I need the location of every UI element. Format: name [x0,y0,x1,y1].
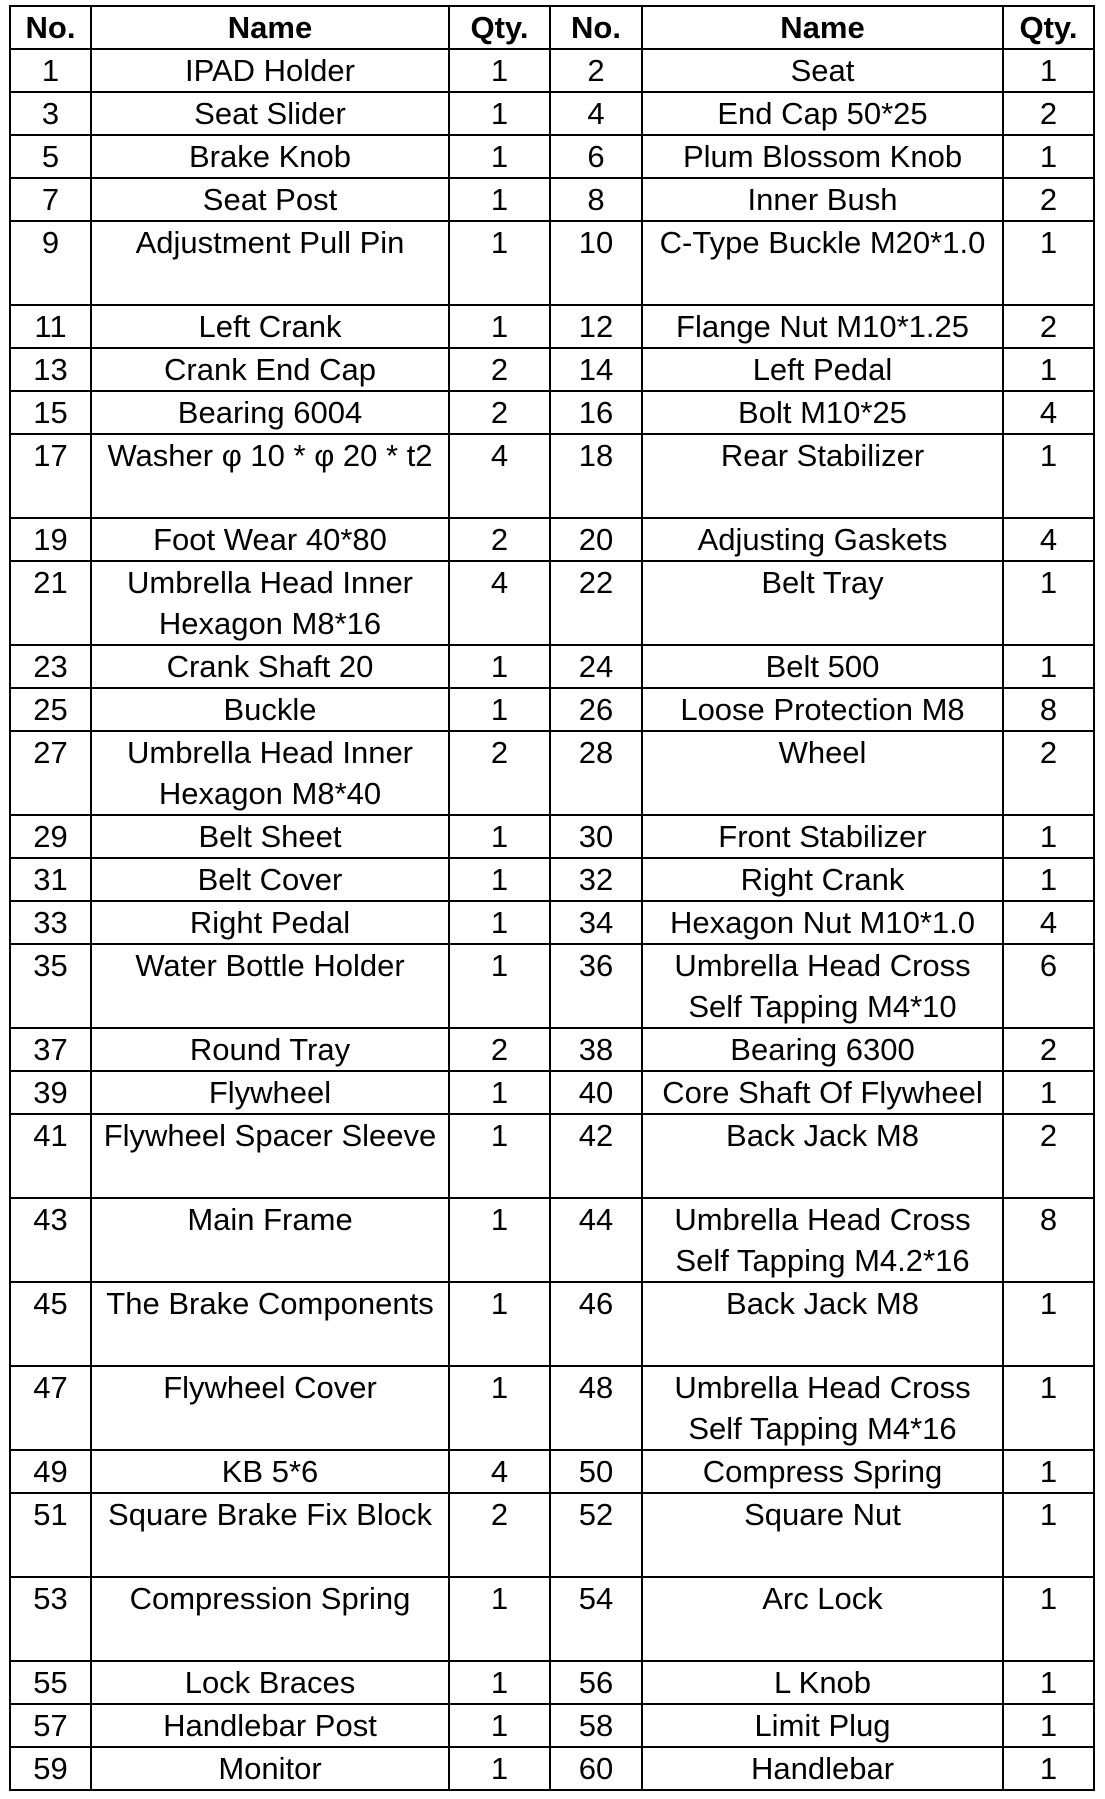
part-name: Square Nut [642,1493,1003,1577]
part-name: L Knob [642,1661,1003,1704]
part-quantity: 2 [449,1493,550,1577]
part-number: 50 [550,1450,642,1493]
part-name: Belt 500 [642,645,1003,688]
part-number: 44 [550,1198,642,1282]
part-name: Handlebar Post [91,1704,449,1747]
table-row [10,901,1094,944]
part-number: 11 [10,305,91,348]
part-number: 45 [10,1282,91,1366]
table-row [10,645,1094,688]
part-quantity: 1 [1003,561,1094,645]
part-name: Flywheel [91,1071,449,1114]
part-number: 23 [10,645,91,688]
part-name: Washer φ 10 * φ 20 * t2 [91,434,449,518]
part-name: Square Brake Fix Block [91,1493,449,1577]
part-name: Umbrella Head Cross Self Tapping M4*10 [642,944,1003,1028]
part-quantity: 1 [1003,1366,1094,1450]
part-name: Crank End Cap [91,348,449,391]
part-quantity: 1 [1003,1450,1094,1493]
part-quantity: 1 [1003,1661,1094,1704]
part-name: Back Jack M8 [642,1114,1003,1198]
part-quantity: 1 [449,221,550,305]
part-number: 8 [550,178,642,221]
part-name: Main Frame [91,1198,449,1282]
part-quantity: 4 [449,561,550,645]
part-quantity: 1 [449,1114,550,1198]
part-quantity: 1 [449,1071,550,1114]
part-quantity: 2 [1003,1114,1094,1198]
table-row [10,1366,1094,1450]
part-number: 14 [550,348,642,391]
header-name-right: Name [642,6,1003,49]
part-number: 3 [10,92,91,135]
part-quantity: 1 [1003,348,1094,391]
part-quantity: 2 [449,1028,550,1071]
part-quantity: 4 [1003,391,1094,434]
part-number: 17 [10,434,91,518]
part-number: 20 [550,518,642,561]
part-name: Back Jack M8 [642,1282,1003,1366]
part-number: 38 [550,1028,642,1071]
part-number: 35 [10,944,91,1028]
part-number: 49 [10,1450,91,1493]
part-quantity: 2 [449,348,550,391]
part-quantity: 1 [449,49,550,92]
part-number: 54 [550,1577,642,1661]
table-row [10,1114,1094,1198]
part-name: Seat Slider [91,92,449,135]
part-number: 34 [550,901,642,944]
part-name: Bearing 6004 [91,391,449,434]
part-quantity: 1 [449,178,550,221]
part-quantity: 1 [1003,135,1094,178]
part-name: Compress Spring [642,1450,1003,1493]
part-name: Inner Bush [642,178,1003,221]
table-row [10,434,1094,518]
part-number: 7 [10,178,91,221]
table-row [10,1661,1094,1704]
part-number: 42 [550,1114,642,1198]
part-quantity: 2 [1003,305,1094,348]
table-row [10,731,1094,815]
part-name: Belt Cover [91,858,449,901]
part-name: Umbrella Head Cross Self Tapping M4*16 [642,1366,1003,1450]
part-name: Seat [642,49,1003,92]
part-number: 16 [550,391,642,434]
part-name: Left Crank [91,305,449,348]
part-number: 6 [550,135,642,178]
table-row [10,944,1094,1028]
part-name: End Cap 50*25 [642,92,1003,135]
part-quantity: 1 [449,92,550,135]
table-row [10,1282,1094,1366]
part-number: 4 [550,92,642,135]
part-quantity: 1 [449,1577,550,1661]
table-row [10,858,1094,901]
part-name: Flywheel Cover [91,1366,449,1450]
table-row [10,1577,1094,1661]
header-name-left: Name [91,6,449,49]
part-number: 60 [550,1747,642,1790]
part-name: Wheel [642,731,1003,815]
part-number: 28 [550,731,642,815]
part-name: Plum Blossom Knob [642,135,1003,178]
part-name: Foot Wear 40*80 [91,518,449,561]
part-quantity: 8 [1003,688,1094,731]
part-name: Belt Tray [642,561,1003,645]
part-quantity: 4 [449,434,550,518]
part-quantity: 1 [1003,815,1094,858]
part-quantity: 1 [1003,1704,1094,1747]
part-name: Right Pedal [91,901,449,944]
part-quantity: 2 [449,518,550,561]
part-name: Left Pedal [642,348,1003,391]
part-name: Adjusting Gaskets [642,518,1003,561]
parts-list-table [9,5,1095,1791]
part-name: Front Stabilizer [642,815,1003,858]
table-row [10,305,1094,348]
part-number: 40 [550,1071,642,1114]
part-quantity: 1 [449,815,550,858]
part-quantity: 1 [449,1366,550,1450]
part-number: 48 [550,1366,642,1450]
part-name: Loose Protection M8 [642,688,1003,731]
part-quantity: 1 [1003,221,1094,305]
part-name: Water Bottle Holder [91,944,449,1028]
table-row [10,1747,1094,1790]
part-name: Seat Post [91,178,449,221]
part-number: 19 [10,518,91,561]
part-name: Limit Plug [642,1704,1003,1747]
part-number: 13 [10,348,91,391]
part-number: 2 [550,49,642,92]
part-name: Umbrella Head Inner Hexagon M8*16 [91,561,449,645]
part-quantity: 1 [449,858,550,901]
part-quantity: 1 [1003,1493,1094,1577]
part-quantity: 2 [1003,731,1094,815]
part-quantity: 1 [1003,1282,1094,1366]
part-number: 46 [550,1282,642,1366]
part-number: 22 [550,561,642,645]
part-name: Compression Spring [91,1577,449,1661]
part-number: 24 [550,645,642,688]
table-row [10,92,1094,135]
part-number: 5 [10,135,91,178]
part-quantity: 1 [1003,1577,1094,1661]
table-row [10,1704,1094,1747]
part-quantity: 2 [1003,178,1094,221]
part-quantity: 1 [449,305,550,348]
part-number: 39 [10,1071,91,1114]
parts-table-body [10,49,1094,1790]
table-row [10,1071,1094,1114]
part-name: Buckle [91,688,449,731]
part-name: The Brake Components [91,1282,449,1366]
part-name: Monitor [91,1747,449,1790]
part-number: 27 [10,731,91,815]
table-row [10,1493,1094,1577]
part-quantity: 4 [1003,901,1094,944]
part-quantity: 1 [1003,1071,1094,1114]
table-row [10,1198,1094,1282]
part-quantity: 1 [449,1747,550,1790]
table-header-row [10,6,1094,49]
table-row [10,391,1094,434]
table-row [10,221,1094,305]
table-row [10,518,1094,561]
part-number: 15 [10,391,91,434]
part-quantity: 4 [449,1450,550,1493]
part-number: 25 [10,688,91,731]
part-name: Adjustment Pull Pin [91,221,449,305]
part-quantity: 8 [1003,1198,1094,1282]
part-name: Core Shaft Of Flywheel [642,1071,1003,1114]
part-number: 31 [10,858,91,901]
part-name: Flywheel Spacer Sleeve [91,1114,449,1198]
part-name: Round Tray [91,1028,449,1071]
part-quantity: 4 [1003,518,1094,561]
part-number: 55 [10,1661,91,1704]
part-number: 21 [10,561,91,645]
part-number: 9 [10,221,91,305]
part-number: 51 [10,1493,91,1577]
part-quantity: 6 [1003,944,1094,1028]
header-no-left: No. [10,6,91,49]
part-number: 59 [10,1747,91,1790]
part-number: 57 [10,1704,91,1747]
part-quantity: 1 [449,688,550,731]
table-row [10,688,1094,731]
part-quantity: 1 [1003,858,1094,901]
part-name: Umbrella Head Inner Hexagon M8*40 [91,731,449,815]
part-number: 10 [550,221,642,305]
part-name: Rear Stabilizer [642,434,1003,518]
part-quantity: 1 [449,135,550,178]
part-quantity: 2 [1003,92,1094,135]
part-name: Brake Knob [91,135,449,178]
part-quantity: 2 [449,731,550,815]
part-name: Bearing 6300 [642,1028,1003,1071]
part-number: 47 [10,1366,91,1450]
table-row [10,815,1094,858]
part-number: 33 [10,901,91,944]
part-name: Handlebar [642,1747,1003,1790]
part-number: 41 [10,1114,91,1198]
part-quantity: 1 [1003,49,1094,92]
part-quantity: 1 [449,901,550,944]
part-quantity: 1 [1003,645,1094,688]
part-quantity: 1 [1003,434,1094,518]
part-name: Right Crank [642,858,1003,901]
part-name: IPAD Holder [91,49,449,92]
part-name: Crank Shaft 20 [91,645,449,688]
header-no-right: No. [550,6,642,49]
part-name: KB 5*6 [91,1450,449,1493]
part-quantity: 1 [449,1661,550,1704]
table-row [10,348,1094,391]
part-number: 43 [10,1198,91,1282]
part-quantity: 1 [449,1282,550,1366]
part-quantity: 1 [1003,1747,1094,1790]
table-row [10,49,1094,92]
part-name: Hexagon Nut M10*1.0 [642,901,1003,944]
part-name: Bolt M10*25 [642,391,1003,434]
part-name: Lock Braces [91,1661,449,1704]
part-number: 29 [10,815,91,858]
part-number: 52 [550,1493,642,1577]
part-number: 1 [10,49,91,92]
part-name: Belt Sheet [91,815,449,858]
part-quantity: 2 [1003,1028,1094,1071]
part-quantity: 1 [449,645,550,688]
part-number: 36 [550,944,642,1028]
table-row [10,135,1094,178]
part-number: 56 [550,1661,642,1704]
part-number: 30 [550,815,642,858]
part-name: Umbrella Head Cross Self Tapping M4.2*16 [642,1198,1003,1282]
part-number: 53 [10,1577,91,1661]
header-qty-right: Qty. [1003,6,1094,49]
part-name: Flange Nut M10*1.25 [642,305,1003,348]
part-number: 18 [550,434,642,518]
part-quantity: 1 [449,944,550,1028]
part-name: Arc Lock [642,1577,1003,1661]
header-qty-left: Qty. [449,6,550,49]
part-quantity: 1 [449,1704,550,1747]
part-number: 58 [550,1704,642,1747]
table-row [10,1450,1094,1493]
part-number: 12 [550,305,642,348]
part-name: C-Type Buckle M20*1.0 [642,221,1003,305]
part-number: 32 [550,858,642,901]
part-number: 26 [550,688,642,731]
table-row [10,1028,1094,1071]
part-number: 37 [10,1028,91,1071]
part-quantity: 2 [449,391,550,434]
table-row [10,561,1094,645]
table-row [10,178,1094,221]
part-quantity: 1 [449,1198,550,1282]
